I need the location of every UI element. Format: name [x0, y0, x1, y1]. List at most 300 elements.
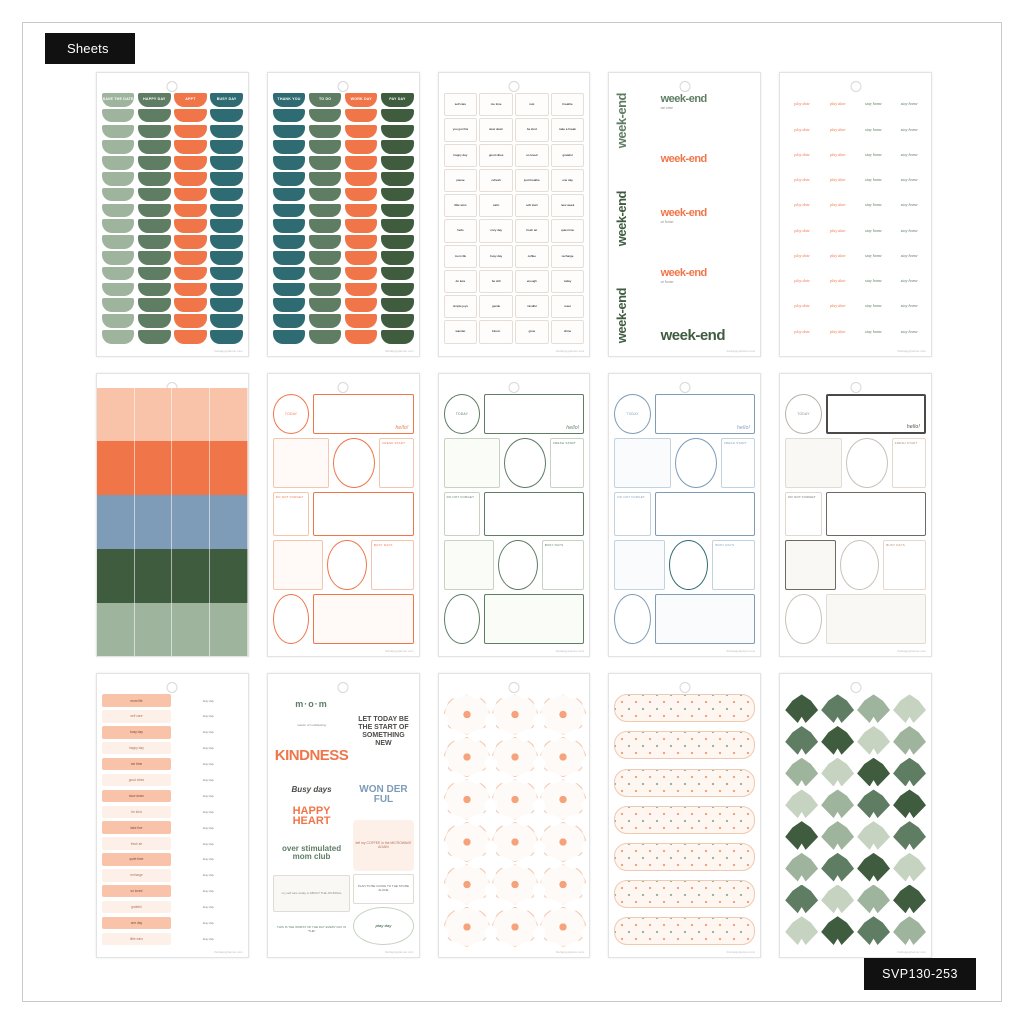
- do-not-forget-sticker: DO NOT FORGET: [785, 492, 822, 537]
- fresh-start-sticker: FRESH START: [721, 438, 755, 488]
- word-label: reset: [551, 295, 585, 318]
- sheet-mini-tab-labels-1[interactable]: [96, 72, 249, 357]
- weekend-vertical-column: [614, 93, 656, 344]
- punch-hole-icon: [679, 682, 690, 693]
- strip-label: happy day: [102, 742, 171, 754]
- today-circle-sticker: TODAY: [785, 394, 822, 434]
- word-label: wander: [444, 320, 478, 343]
- quote-column-right: [353, 694, 413, 945]
- brand-credit: thehappyplanner.com: [897, 650, 926, 654]
- script-word: stay home: [900, 227, 918, 233]
- quote-sticker: my self care today is ABOUT THE JOURNAL: [273, 875, 351, 913]
- brand-credit: thehappyplanner.com: [726, 650, 756, 654]
- strip-label: self care: [102, 710, 171, 722]
- lined-box-sticker: [655, 492, 755, 537]
- strip-column-left: [102, 694, 171, 945]
- script-word: play date: [830, 202, 846, 208]
- quote-sticker: WON DER FUL: [359, 784, 408, 805]
- strip-label: busy day: [202, 777, 214, 782]
- strip-label: busy day: [202, 936, 214, 941]
- script-word: stay home: [900, 252, 918, 258]
- ivy-leaf-icon: [821, 916, 854, 945]
- script-word: stay home: [900, 101, 918, 107]
- weekend-subtitle: me time: [660, 105, 674, 110]
- punch-hole-icon: [338, 682, 349, 693]
- tab-sticker: WORK DAY: [345, 93, 377, 107]
- note-box-sticker: [785, 438, 841, 488]
- circle-sticker: [504, 438, 546, 488]
- tab-column: [273, 93, 305, 344]
- ivy-leaf-icon: [785, 789, 818, 818]
- note-box-sticker: [273, 438, 329, 488]
- punch-hole-icon: [850, 382, 861, 393]
- ivy-leaf-icon: [893, 885, 926, 914]
- brand-credit: thehappyplanner.com: [555, 950, 585, 954]
- script-word: play date: [794, 278, 810, 284]
- circle-sticker: [333, 438, 375, 488]
- today-circle-sticker: TODAY: [273, 394, 310, 434]
- ivy-leaf-icon: [857, 916, 890, 945]
- quote-column-left: [273, 694, 351, 945]
- busy-days-sticker: BUSY DAYS: [371, 540, 414, 590]
- strip-label: be kind: [102, 806, 171, 818]
- weekend-word: week-end: [660, 207, 707, 220]
- fresh-start-sticker: FRESH START: [379, 438, 413, 488]
- flower-sticker: [540, 694, 586, 734]
- color-block-dark-green: [97, 549, 248, 603]
- ivy-leaf-icon: [857, 758, 890, 787]
- word-label: one day: [551, 169, 585, 192]
- script-word: stay home: [865, 151, 882, 157]
- ivy-leaf-icon: [821, 821, 854, 850]
- hello-box-sticker: hello!: [655, 394, 755, 434]
- strip-label: take five: [102, 821, 171, 833]
- sheet-functional-boxes-neutral[interactable]: [779, 373, 932, 658]
- today-circle-sticker: TODAY: [444, 394, 481, 434]
- ivy-leaf-icon: [857, 789, 890, 818]
- flower-sticker: [492, 864, 538, 904]
- flower-sticker: [444, 737, 490, 777]
- weekend-word-vertical: week-end: [614, 93, 630, 149]
- ivy-leaf-icon: [857, 885, 890, 914]
- script-word: play date: [830, 151, 846, 157]
- strip-label: busy day: [202, 841, 214, 846]
- washi-strip-sticker: [614, 731, 755, 759]
- script-word: stay home: [865, 177, 882, 183]
- word-label: recharge: [551, 245, 585, 268]
- word-label: soft start: [515, 194, 549, 217]
- punch-hole-icon: [850, 81, 861, 92]
- sheet-typography-quotes[interactable]: [267, 673, 420, 958]
- punch-hole-icon: [338, 81, 349, 92]
- note-box-sticker: [273, 540, 324, 590]
- flower-sticker: [492, 694, 538, 734]
- circle-sticker: [675, 438, 717, 488]
- script-word: stay home: [865, 252, 882, 258]
- script-word: play date: [794, 252, 810, 258]
- script-word: play date: [794, 227, 810, 233]
- script-word: stay home: [865, 202, 882, 208]
- washi-strip-sticker: [614, 917, 755, 945]
- word-label: today: [551, 270, 585, 293]
- weekend-horizontal-column: [661, 93, 756, 344]
- word-label: simple joys: [444, 295, 478, 318]
- circle-sticker: [444, 594, 481, 644]
- script-word: stay home: [865, 227, 882, 233]
- tab-sticker: HAPPY DAY: [138, 93, 170, 107]
- ivy-leaf-icon: [893, 694, 926, 723]
- word-label-grid: [444, 93, 585, 344]
- script-word: play date: [830, 328, 846, 334]
- busy-days-sticker: BUSY DAYS: [712, 540, 755, 590]
- tab-column: [210, 93, 242, 344]
- strip-label: slow down: [102, 790, 171, 802]
- flower-sticker: [540, 822, 586, 862]
- script-word: stay home: [865, 126, 882, 132]
- word-label: just breathe: [515, 169, 549, 192]
- flower-grid: [444, 694, 585, 945]
- word-label: grow: [515, 320, 549, 343]
- do-not-forget-sticker: DO NOT FORGET: [614, 492, 651, 537]
- punch-hole-icon: [508, 682, 519, 693]
- script-word: stay home: [865, 278, 882, 284]
- strip-label: good vibes: [102, 774, 171, 786]
- strip-label: busy day: [202, 920, 214, 925]
- sheet-weekend-words[interactable]: [608, 72, 761, 357]
- punch-hole-icon: [679, 382, 690, 393]
- strip-label: me time: [102, 758, 171, 770]
- strip-label: grateful: [102, 901, 171, 913]
- script-word: stay home: [865, 303, 882, 309]
- sheet-color-block-flags[interactable]: [96, 373, 249, 658]
- sheet-play-date-script[interactable]: [779, 72, 932, 357]
- brand-credit: thehappyplanner.com: [384, 950, 414, 954]
- brand-credit: thehappyplanner.com: [384, 349, 414, 353]
- strip-label: busy day: [202, 714, 214, 719]
- brand-credit: thehappyplanner.com: [726, 349, 756, 353]
- ivy-leaf-icon: [893, 916, 926, 945]
- weekend-subtitle: at home: [660, 278, 674, 284]
- strip-label: busy day: [202, 889, 214, 894]
- brand-credit: thehappyplanner.com: [555, 349, 585, 353]
- quote-sticker: left my COFFEE in the MICROWAVE AGAIN: [353, 820, 413, 872]
- color-block-sage: [97, 603, 248, 657]
- script-word: stay home: [900, 303, 918, 309]
- script-word: stay home: [900, 328, 918, 334]
- strip-label: busy day: [202, 905, 214, 910]
- busy-days-sticker: BUSY DAYS: [883, 540, 926, 590]
- word-label: quiet time: [551, 219, 585, 242]
- hello-box-sticker: hello!: [484, 394, 584, 434]
- word-label: coffee: [515, 245, 549, 268]
- tab-sticker: PAY DAY: [381, 93, 413, 107]
- quote-sticker: THIS IS THE WORST OF THE DAY EVERY DAY IS "THE": [277, 925, 347, 934]
- weekend-word: week-end: [660, 266, 707, 279]
- word-label: little wins: [444, 194, 478, 217]
- ivy-leaf-icon: [893, 758, 926, 787]
- ivy-leaf-icon: [821, 726, 854, 755]
- do-not-forget-sticker: DO NOT FORGET: [444, 492, 481, 537]
- word-label: do less: [444, 270, 478, 293]
- script-word: play date: [830, 126, 846, 132]
- flower-sticker: [492, 737, 538, 777]
- strip-label: fresh air: [102, 837, 171, 849]
- do-not-forget-sticker: DO NOT FORGET: [273, 492, 310, 537]
- word-label: me time: [479, 93, 513, 116]
- sheet-small-strip-labels[interactable]: [96, 673, 249, 958]
- strip-label: so loved: [102, 885, 171, 897]
- play-date-grid: [785, 93, 926, 344]
- lined-box-sticker: [313, 492, 413, 537]
- script-word: stay home: [900, 151, 918, 157]
- word-label: self care: [444, 93, 478, 116]
- tab-sticker: BUSY DAY: [210, 93, 242, 107]
- word-label: gentle: [479, 295, 513, 318]
- punch-hole-icon: [167, 682, 178, 693]
- ivy-leaf-icon: [857, 853, 890, 882]
- punch-hole-icon: [679, 81, 690, 92]
- strip-label: busy day: [202, 730, 214, 735]
- quote-sticker: over stimulated mom club: [281, 843, 342, 861]
- word-label: bloom: [479, 320, 513, 343]
- note-box-sticker: [785, 540, 836, 590]
- word-label: fresh air: [515, 219, 549, 242]
- ivy-leaf-icon: [785, 726, 818, 755]
- word-label: cozy day: [479, 219, 513, 242]
- circle-sticker: [498, 540, 537, 590]
- tab-sticker: SAVE THE DATE: [102, 93, 134, 107]
- sheet-script-word-labels[interactable]: [438, 72, 591, 357]
- word-label: mindful: [515, 295, 549, 318]
- script-word: play date: [830, 101, 846, 107]
- note-box-sticker: [444, 438, 500, 488]
- tab-column: [381, 93, 413, 344]
- tab-column: [138, 93, 170, 344]
- strip-label: little wins: [102, 933, 171, 945]
- flower-sticker: [540, 779, 586, 819]
- script-word: play date: [794, 126, 810, 132]
- washi-strip-sticker: [614, 694, 755, 722]
- script-word: play date: [794, 151, 810, 157]
- flower-sticker: [444, 907, 490, 947]
- word-label: hello: [444, 219, 478, 242]
- word-label: refresh: [479, 169, 513, 192]
- brand-credit: thehappyplanner.com: [214, 349, 243, 353]
- fresh-start-sticker: FRESH START: [550, 438, 584, 488]
- script-word: play date: [830, 252, 846, 258]
- lined-box-sticker: [313, 594, 413, 644]
- tab-column: [174, 93, 206, 344]
- weekend-word-vertical: week-end: [614, 190, 630, 246]
- weekend-word: week-end: [660, 152, 707, 165]
- washi-strip-sticker: [614, 806, 755, 834]
- note-box-sticker: [444, 540, 495, 590]
- washi-strip-sticker: [614, 843, 755, 871]
- word-label: calm: [479, 194, 513, 217]
- sheet-functional-boxes-green[interactable]: [438, 373, 591, 658]
- washi-strip-stack: [614, 694, 755, 945]
- script-word: play date: [794, 202, 810, 208]
- brand-credit: thehappyplanner.com: [726, 950, 756, 954]
- word-label: rest: [515, 93, 549, 116]
- color-block-blue: [97, 495, 248, 549]
- ivy-leaf-icon: [785, 885, 818, 914]
- script-word: stay home: [865, 101, 882, 107]
- brand-credit: thehappyplanner.com: [897, 349, 926, 353]
- strip-label: quiet time: [102, 853, 171, 865]
- flower-sticker: [492, 779, 538, 819]
- tab-column: [345, 93, 377, 344]
- weekend-subtitle: at home: [660, 219, 674, 225]
- tab-column: [309, 93, 341, 344]
- color-block-stack: [97, 388, 248, 657]
- script-word: play date: [794, 101, 810, 107]
- script-word: stay home: [900, 177, 918, 183]
- word-label: take a break: [551, 118, 585, 141]
- flower-sticker: [444, 864, 490, 904]
- word-label: enough: [515, 270, 549, 293]
- ivy-leaf-icon: [893, 789, 926, 818]
- punch-hole-icon: [338, 382, 349, 393]
- ivy-leaf-icon: [821, 885, 854, 914]
- strip-label: busy day: [202, 873, 214, 878]
- ivy-leaf-icon: [893, 821, 926, 850]
- sku-badge: SVP130-253: [864, 958, 976, 990]
- ivy-leaf-icon: [821, 694, 854, 723]
- sheet-functional-boxes-blue[interactable]: [608, 373, 761, 658]
- strip-label: busy day: [202, 793, 214, 798]
- punch-hole-icon: [850, 682, 861, 693]
- ivy-leaf-icon: [821, 853, 854, 882]
- flower-sticker: [492, 907, 538, 947]
- quote-sticker: LET TODAY BE THE START OF SOMETHING NEW: [358, 716, 409, 748]
- weekend-word: week-end: [660, 326, 725, 344]
- ivy-leaf-icon: [785, 821, 818, 850]
- brand-credit: thehappyplanner.com: [214, 950, 243, 954]
- weekend-word-vertical: week-end: [614, 288, 630, 344]
- tab-sticker: TO DO: [309, 93, 341, 107]
- color-block-orange: [97, 441, 248, 495]
- fresh-start-sticker: FRESH START: [892, 438, 926, 488]
- strip-label: busy day: [202, 809, 214, 814]
- weekend-word: week-end: [660, 93, 707, 105]
- ivy-leaf-icon: [857, 694, 890, 723]
- note-box-sticker: [614, 438, 670, 488]
- circle-sticker: [273, 594, 310, 644]
- word-label: pause: [444, 169, 478, 192]
- word-label: happy day: [444, 144, 478, 167]
- today-circle-sticker: TODAY: [614, 394, 651, 434]
- script-word: play date: [830, 227, 846, 233]
- quote-sticker: KINDNESS: [274, 746, 349, 764]
- word-label: shine: [551, 320, 585, 343]
- ivy-leaf-icon: [893, 726, 926, 755]
- word-label: grateful: [551, 144, 585, 167]
- word-label: busy day: [479, 245, 513, 268]
- brand-credit: thehappyplanner.com: [384, 650, 414, 654]
- word-label: breathe: [551, 93, 585, 116]
- word-label: be still: [479, 270, 513, 293]
- word-label: slow down: [479, 118, 513, 141]
- brand-credit: thehappyplanner.com: [555, 650, 585, 654]
- busy-days-sticker: BUSY DAYS: [542, 540, 585, 590]
- script-word: stay home: [900, 278, 918, 284]
- circle-sticker: [840, 540, 879, 590]
- flower-sticker: [540, 737, 586, 777]
- sheet-washi-strips[interactable]: [608, 673, 761, 958]
- sheet-flower-stickers[interactable]: [438, 673, 591, 958]
- script-word: stay home: [900, 202, 918, 208]
- brand-credit: thehappyplanner.com: [897, 950, 926, 954]
- flower-sticker: [540, 907, 586, 947]
- color-block-peach: [97, 388, 248, 442]
- ivy-leaf-icon: [785, 758, 818, 787]
- sheet-ivy-leaf-stickers[interactable]: [779, 673, 932, 958]
- strip-label: busy day: [202, 698, 214, 703]
- strip-column-right: [174, 694, 243, 945]
- ivy-leaf-icon: [785, 694, 818, 723]
- circle-sticker: [785, 594, 822, 644]
- lined-box-sticker: [484, 492, 584, 537]
- note-box-sticker: [614, 540, 665, 590]
- circle-sticker: [669, 540, 708, 590]
- strip-label: busy day: [202, 825, 214, 830]
- strip-label: recharge: [102, 869, 171, 881]
- sheet-mini-tab-labels-2[interactable]: [267, 72, 420, 357]
- script-word: play date: [794, 177, 810, 183]
- circle-sticker: [327, 540, 366, 590]
- sheet-functional-boxes-orange[interactable]: [267, 373, 420, 658]
- tab-column: [102, 93, 134, 344]
- script-word: stay home: [900, 126, 918, 132]
- punch-hole-icon: [508, 382, 519, 393]
- quote-sticker: m·o·m: [295, 699, 328, 710]
- word-label: you got this: [444, 118, 478, 141]
- ivy-leaf-icon: [821, 758, 854, 787]
- word-label: be kind: [515, 118, 549, 141]
- strip-label: busy day: [202, 857, 214, 862]
- circle-sticker: [614, 594, 651, 644]
- flower-sticker: [492, 822, 538, 862]
- flower-sticker: [540, 864, 586, 904]
- lined-box-sticker: [826, 594, 926, 644]
- tab-sticker: APPT: [174, 93, 206, 107]
- ivy-leaf-icon: [893, 853, 926, 882]
- word-label: so loved: [515, 144, 549, 167]
- punch-hole-icon: [167, 81, 178, 92]
- strip-label: one day: [102, 917, 171, 929]
- word-label: new week: [551, 194, 585, 217]
- script-word: play date: [830, 303, 846, 309]
- quote-sticker: PLAN TO BE GOING TO THE STORE ALONE: [353, 874, 413, 904]
- tab-sticker: THANK YOU: [273, 93, 305, 107]
- flower-sticker: [444, 694, 490, 734]
- ivy-leaf-icon: [785, 916, 818, 945]
- ivy-leaf-icon: [857, 726, 890, 755]
- hello-box-sticker: hello!: [826, 394, 926, 434]
- flower-sticker: [444, 779, 490, 819]
- script-word: play date: [794, 303, 810, 309]
- lined-box-sticker: [655, 594, 755, 644]
- leaf-grid: [785, 694, 926, 945]
- strip-label: busy day: [202, 762, 214, 767]
- quote-subtitle: master of multitasking: [296, 723, 327, 728]
- script-word: play date: [830, 177, 846, 183]
- ivy-leaf-icon: [785, 853, 818, 882]
- script-word: stay home: [865, 328, 882, 334]
- strip-label: busy day: [102, 726, 171, 738]
- quote-sticker: Busy days: [291, 784, 332, 794]
